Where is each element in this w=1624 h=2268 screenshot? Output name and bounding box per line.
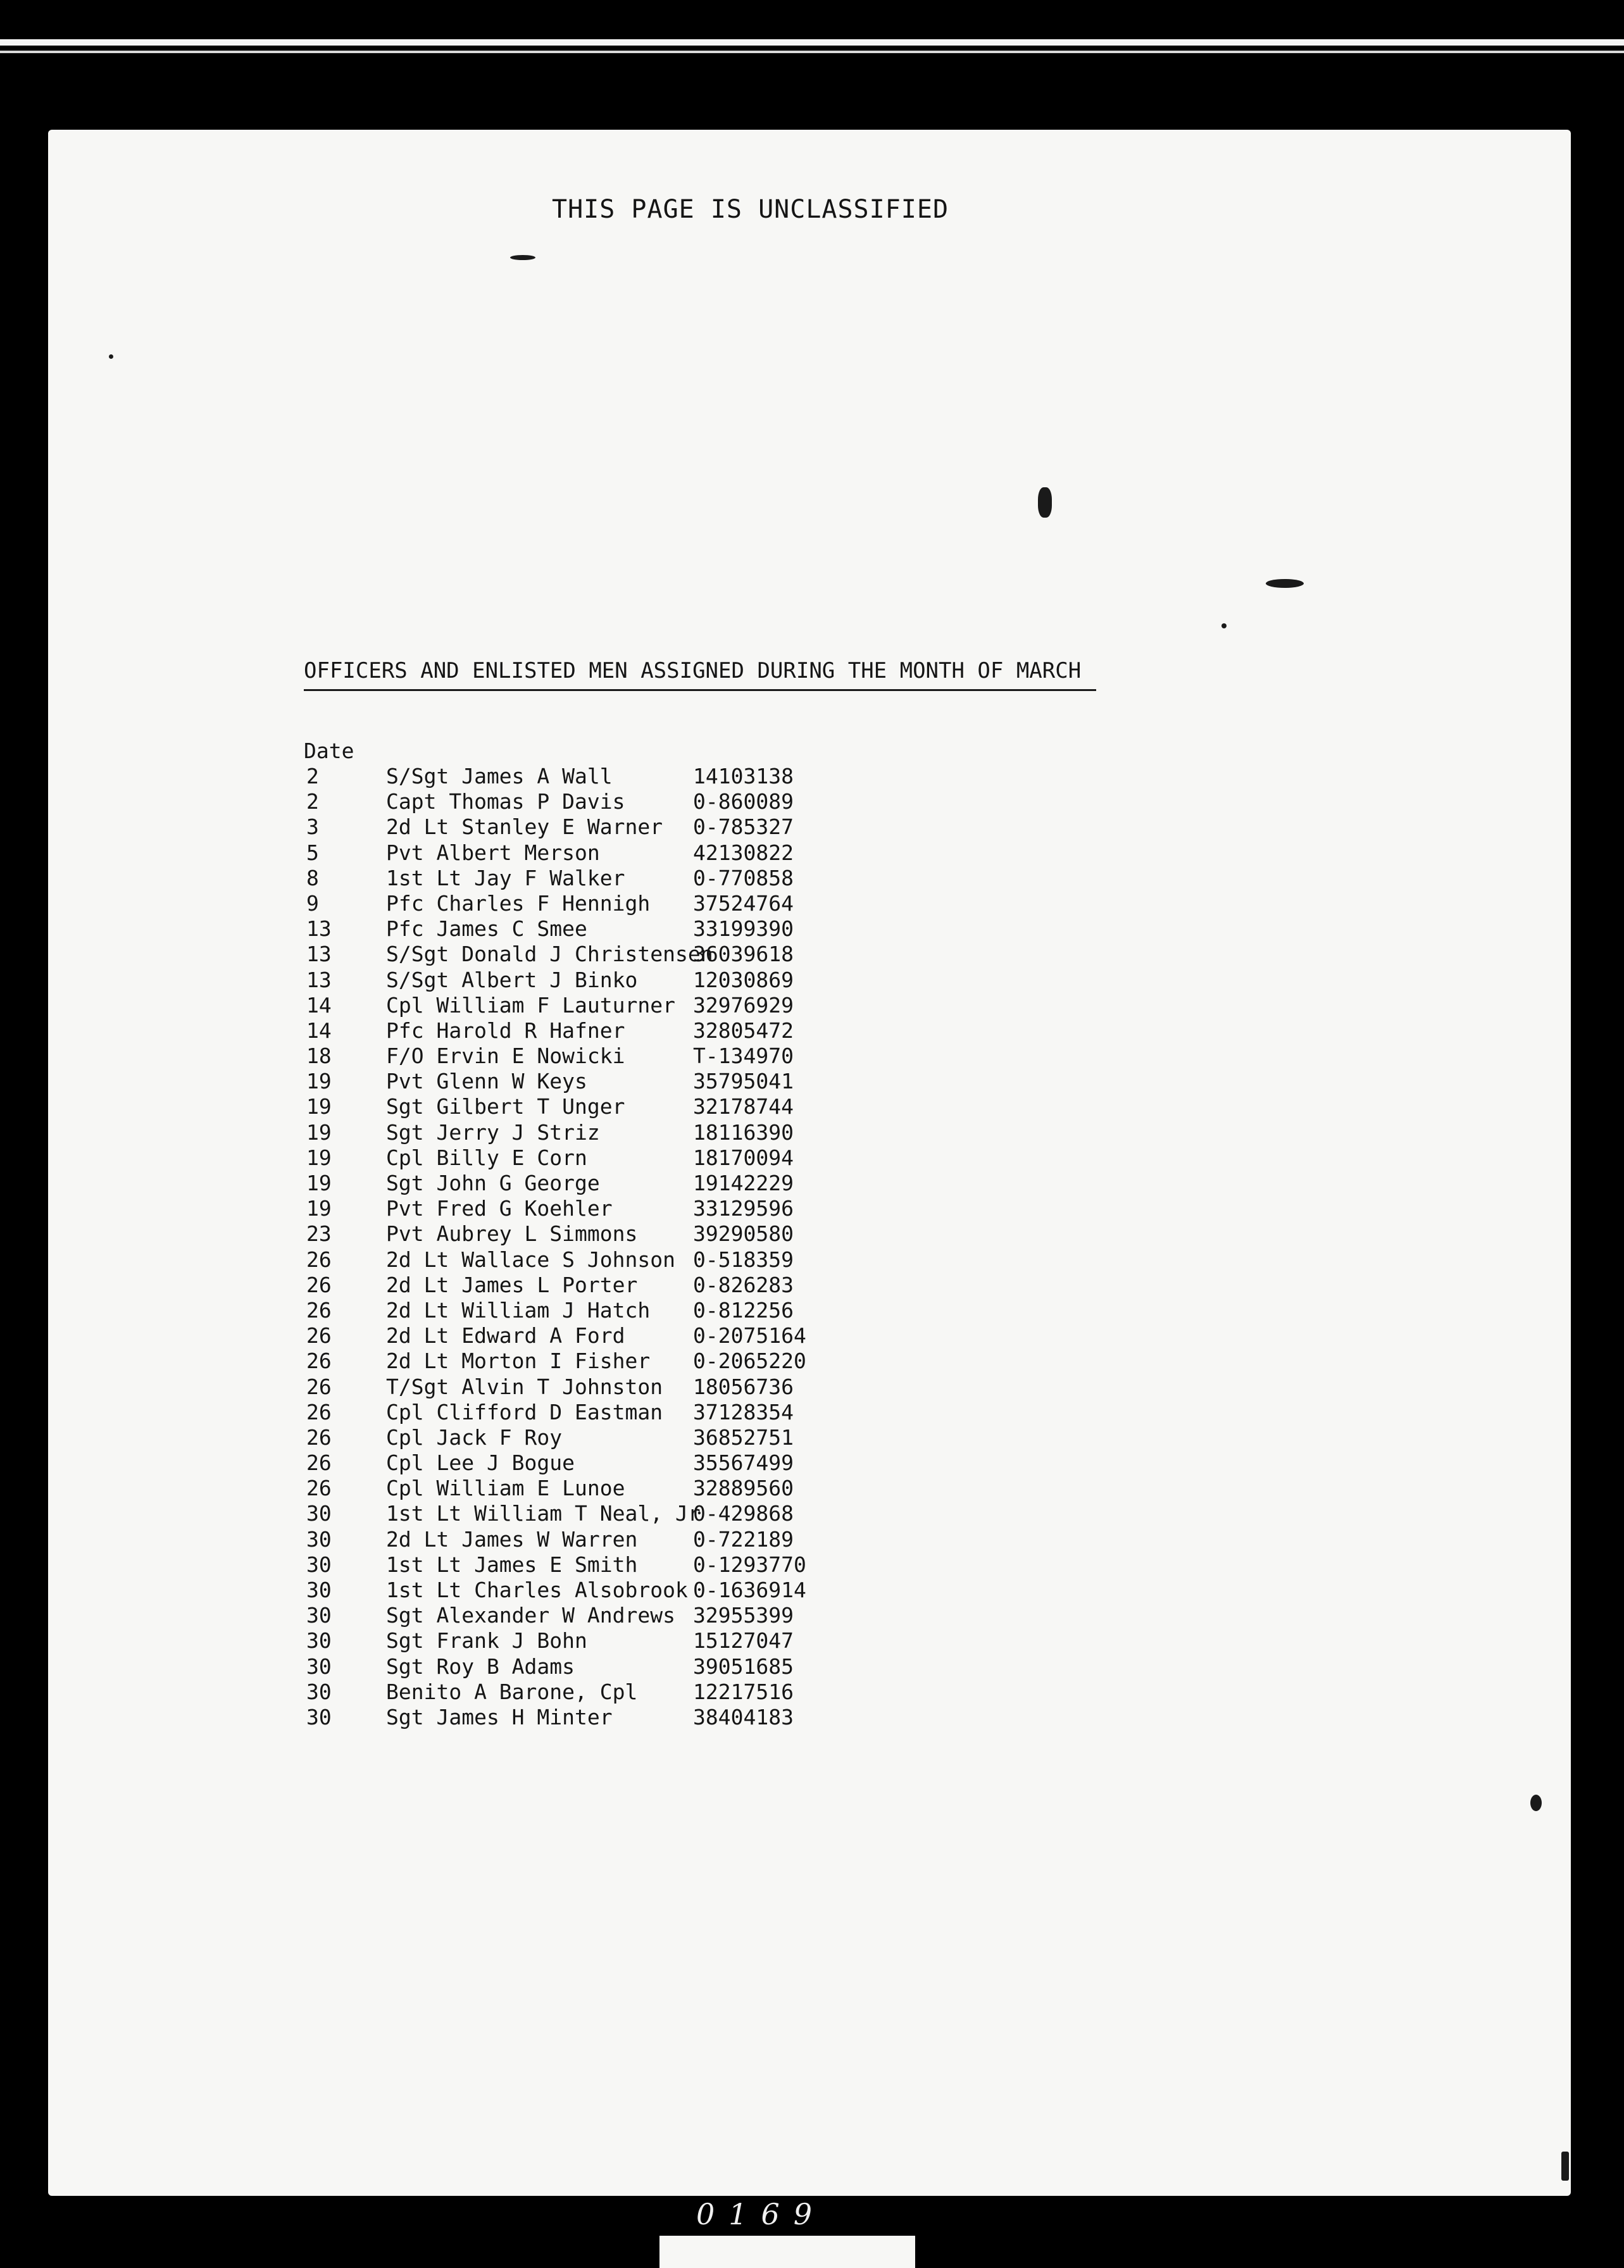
assignment-date: 30 (306, 1654, 332, 1679)
roster-row (304, 891, 1190, 916)
personnel-name: Pfc Charles F Hennigh (386, 890, 651, 916)
personnel-name: 1st Lt James E Smith (386, 1552, 638, 1577)
roster-row (304, 1221, 1190, 1247)
personnel-name: 2d Lt William J Hatch (386, 1297, 651, 1323)
assignment-date: 19 (306, 1094, 332, 1119)
roster-row (304, 764, 1190, 789)
assignment-date: 13 (306, 942, 332, 967)
serial-number: 32805472 (693, 1018, 794, 1043)
serial-number: 37524764 (693, 890, 794, 916)
serial-number: 12217516 (693, 1679, 794, 1704)
personnel-name: S/Sgt Donald J Christensen (386, 942, 713, 967)
roster-row (304, 1196, 1190, 1221)
roster-row (304, 1069, 1190, 1094)
roster-row (304, 1120, 1190, 1145)
roster-row (304, 1374, 1190, 1400)
serial-number: 37128354 (693, 1399, 794, 1424)
serial-number: 0-770858 (693, 865, 794, 890)
assignment-date: 8 (306, 865, 319, 890)
serial-number: 0-826283 (693, 1272, 794, 1297)
scan-speck (1221, 623, 1227, 628)
roster-row (304, 1527, 1190, 1552)
roster-row (304, 1552, 1190, 1578)
roster-row (304, 1018, 1190, 1044)
assignment-date: 19 (306, 1196, 332, 1221)
roster-row (304, 1705, 1190, 1730)
serial-number: 32178744 (693, 1094, 794, 1119)
assignment-date: 26 (306, 1272, 332, 1297)
scan-speck (510, 255, 535, 260)
roster-row (304, 1298, 1190, 1323)
roster-row (304, 814, 1190, 840)
roster-row (304, 1603, 1190, 1628)
serial-number: 0-2075164 (693, 1323, 806, 1349)
roster-row (304, 993, 1190, 1018)
roster-row (304, 866, 1190, 891)
roster-row (304, 789, 1190, 814)
personnel-name: Cpl Clifford D Eastman (386, 1399, 663, 1424)
personnel-name: Sgt James H Minter (386, 1704, 613, 1729)
roster-row (304, 1323, 1190, 1349)
roster-row (304, 1400, 1190, 1425)
personnel-name: Sgt Jerry J Striz (386, 1119, 600, 1145)
serial-number: T-134970 (693, 1044, 794, 1069)
serial-number: 42130822 (693, 840, 794, 865)
assignment-date: 26 (306, 1424, 332, 1450)
assignment-date: 3 (306, 814, 319, 840)
personnel-name: S/Sgt Albert J Binko (386, 967, 638, 992)
assignment-date: 26 (306, 1247, 332, 1272)
personnel-name: Cpl William E Lunoe (386, 1476, 625, 1501)
title-underline (304, 689, 1096, 691)
roster-row (304, 1450, 1190, 1476)
assignment-date: 30 (306, 1603, 332, 1628)
serial-number: 18170094 (693, 1145, 794, 1170)
assignment-date: 26 (306, 1374, 332, 1399)
assignment-date: 13 (306, 916, 332, 942)
personnel-name: 1st Lt Jay F Walker (386, 865, 625, 890)
serial-number: 18116390 (693, 1119, 794, 1145)
roster-row (304, 1044, 1190, 1069)
personnel-name: 2d Lt James L Porter (386, 1272, 638, 1297)
serial-number: 18056736 (693, 1374, 794, 1399)
assignment-date: 30 (306, 1704, 332, 1729)
roster-row (304, 1679, 1190, 1705)
serial-number: 35567499 (693, 1450, 794, 1476)
roster-row (304, 1145, 1190, 1171)
page-number: 0169 (696, 2197, 827, 2231)
serial-number: 0-722189 (693, 1526, 794, 1552)
personnel-name: Sgt Gilbert T Unger (386, 1094, 625, 1119)
scan-speck (1266, 579, 1304, 588)
personnel-name: 2d Lt Wallace S Johnson (386, 1247, 675, 1272)
assignment-date: 2 (306, 789, 319, 814)
serial-number: 39051685 (693, 1654, 794, 1679)
roster-row (304, 942, 1190, 967)
personnel-name: Pvt Albert Merson (386, 840, 600, 865)
assignment-date: 26 (306, 1349, 332, 1374)
scan-footer-block (659, 2236, 915, 2268)
scan-border-line (0, 51, 1624, 53)
assignment-date: 26 (306, 1297, 332, 1323)
serial-number: 0-2065220 (693, 1349, 806, 1374)
serial-number: 12030869 (693, 967, 794, 992)
serial-number: 39290580 (693, 1221, 794, 1247)
serial-number: 36852751 (693, 1424, 794, 1450)
assignment-date: 14 (306, 992, 332, 1018)
personnel-name: Capt Thomas P Davis (386, 789, 625, 814)
personnel-name: Pfc James C Smee (386, 916, 587, 942)
serial-number: 36039618 (693, 942, 794, 967)
assignment-date: 19 (306, 1069, 332, 1094)
serial-number: 0-518359 (693, 1247, 794, 1272)
roster-row (304, 1273, 1190, 1298)
date-column-header: Date (304, 738, 354, 763)
roster-row (304, 1349, 1190, 1374)
roster-row (304, 1501, 1190, 1526)
scan-speck (1530, 1795, 1542, 1811)
assignment-date: 9 (306, 890, 319, 916)
assignment-date: 13 (306, 967, 332, 992)
assignment-date: 30 (306, 1552, 332, 1577)
serial-number: 0-812256 (693, 1297, 794, 1323)
serial-number: 15127047 (693, 1628, 794, 1654)
assignment-date: 30 (306, 1578, 332, 1602)
personnel-name: Pvt Aubrey L Simmons (386, 1221, 638, 1247)
assignment-date: 26 (306, 1476, 332, 1501)
assignment-date: 30 (306, 1526, 332, 1552)
assignment-date: 30 (306, 1679, 332, 1704)
assignment-date: 18 (306, 1044, 332, 1069)
roster-row (304, 840, 1190, 866)
serial-number: 0-1293770 (693, 1552, 806, 1577)
assignment-date: 19 (306, 1171, 332, 1195)
serial-number: 33129596 (693, 1196, 794, 1221)
personnel-name: Sgt Roy B Adams (386, 1654, 575, 1679)
serial-number: 19142229 (693, 1171, 794, 1195)
document-title: OFFICERS AND ENLISTED MEN ASSIGNED DURING THE MONTH OF MARCH (304, 658, 1082, 683)
scan-speck (109, 354, 113, 359)
personnel-name: 1st Lt Charles Alsobrook (386, 1578, 688, 1602)
personnel-name: Cpl Jack F Roy (386, 1424, 563, 1450)
assignment-date: 14 (306, 1018, 332, 1043)
assignment-date: 5 (306, 840, 319, 865)
roster-row (304, 1425, 1190, 1450)
roster-row (304, 968, 1190, 993)
assignment-date: 30 (306, 1501, 332, 1526)
serial-number: 0-785327 (693, 814, 794, 840)
serial-number: 0-860089 (693, 789, 794, 814)
serial-number: 38404183 (693, 1704, 794, 1729)
roster-row (304, 1578, 1190, 1603)
personnel-name: Pfc Harold R Hafner (386, 1018, 625, 1043)
personnel-name: F/O Ervin E Nowicki (386, 1044, 625, 1069)
classification-marking: THIS PAGE IS UNCLASSIFIED (552, 195, 949, 224)
personnel-name: 2d Lt Stanley E Warner (386, 814, 663, 840)
scan-border-stripe (0, 39, 1624, 46)
roster-row (304, 1171, 1190, 1196)
personnel-name: Pvt Fred G Koehler (386, 1196, 613, 1221)
assignment-date: 30 (306, 1628, 332, 1654)
personnel-name: Cpl William F Lauturner (386, 992, 675, 1018)
assignment-date: 26 (306, 1323, 332, 1349)
personnel-name: 2d Lt James W Warren (386, 1526, 638, 1552)
serial-number: 32976929 (693, 992, 794, 1018)
assignment-date: 19 (306, 1145, 332, 1170)
serial-number: 32889560 (693, 1476, 794, 1501)
assignment-date: 26 (306, 1450, 332, 1476)
personnel-name: Cpl Lee J Bogue (386, 1450, 575, 1476)
personnel-name: 2d Lt Morton I Fisher (386, 1349, 651, 1374)
roster-row (304, 916, 1190, 942)
serial-number: 14103138 (693, 764, 794, 788)
personnel-name: Benito A Barone, Cpl (386, 1679, 638, 1704)
roster-row (304, 1476, 1190, 1501)
personnel-name: S/Sgt James A Wall (386, 764, 613, 788)
scan-speck (1038, 487, 1052, 518)
roster-row (304, 1247, 1190, 1273)
personnel-name: 2d Lt Edward A Ford (386, 1323, 625, 1349)
personnel-name: T/Sgt Alvin T Johnston (386, 1374, 663, 1399)
serial-number: 32955399 (693, 1603, 794, 1628)
assignment-date: 19 (306, 1119, 332, 1145)
serial-number: 0-429868 (693, 1501, 794, 1526)
personnel-name: Sgt Frank J Bohn (386, 1628, 587, 1654)
serial-number: 35795041 (693, 1069, 794, 1094)
personnel-name: Sgt Alexander W Andrews (386, 1603, 675, 1628)
scan-speck (1561, 2152, 1569, 2181)
serial-number: 0-1636914 (693, 1578, 806, 1602)
assignment-date: 26 (306, 1399, 332, 1424)
personnel-name: Pvt Glenn W Keys (386, 1069, 587, 1094)
roster-row (304, 1654, 1190, 1679)
personnel-name: 1st Lt William T Neal, Jr (386, 1501, 701, 1526)
assignment-date: 23 (306, 1221, 332, 1247)
assignment-date: 2 (306, 764, 319, 788)
serial-number: 33199390 (693, 916, 794, 942)
personnel-name: Cpl Billy E Corn (386, 1145, 587, 1170)
roster-row (304, 1628, 1190, 1654)
roster-row (304, 1094, 1190, 1119)
personnel-roster (304, 764, 1190, 1730)
personnel-name: Sgt John G George (386, 1171, 600, 1195)
